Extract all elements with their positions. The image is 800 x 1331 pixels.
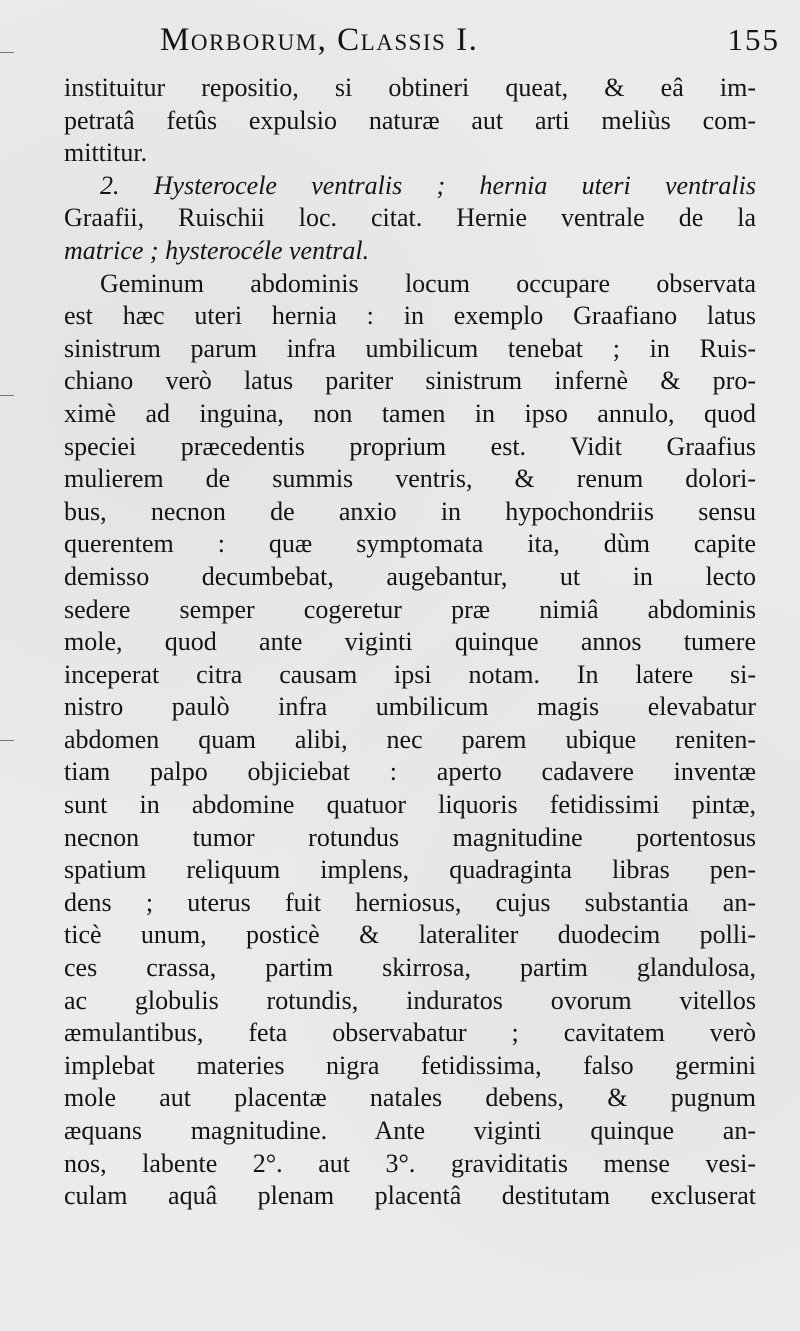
text-line: necnon tumor rotundus magnitudine portentosus — [64, 822, 756, 852]
text-line: culam aquâ plenam placentâ destitutam excluserat — [64, 1181, 756, 1211]
text-line: ximè ad inguina, non tamen in ipso annulo, quod — [64, 398, 756, 428]
text-line: petratâ fetûs expulsio naturæ aut arti meliùs com- — [64, 105, 756, 135]
text-line: demisso decumbebat, augebantur, ut in lecto — [64, 561, 756, 591]
margin-tick — [0, 52, 14, 53]
text-line: speciei præcedentis proprium est. Vidit Graafius — [64, 431, 756, 461]
text-line: instituitur repositio, si obtineri queat, & eâ im- — [64, 73, 756, 102]
text-line: tiam palpo objiciebat : aperto cadavere inventæ — [64, 757, 756, 787]
paragraph-start-line: Geminum abdominis locum occupare observata — [100, 268, 756, 298]
text-line: implebat materies nigra fetidissima, falso germini — [64, 1050, 756, 1080]
text-line: mole, quod ante viginti quinque annos tumere — [64, 627, 756, 657]
margin-tick — [0, 740, 14, 741]
text-line: nistro paulò infra umbilicum magis elevabatur — [64, 692, 756, 722]
text-line: matrice ; hysterocéle ventral. — [64, 235, 370, 265]
text-line: æquans magnitudine. Ante viginti quinque an- — [64, 1116, 756, 1145]
page-number: 155 — [727, 22, 780, 57]
text-line: querentem : quæ symptomata ita, dùm capite — [64, 529, 756, 559]
text-line: mittitur. — [64, 138, 148, 168]
text-line: inceperat citra causam ipsi notam. In latere si- — [64, 659, 756, 689]
text-line: chiano verò latus pariter sinistrum infernè & pro- — [64, 366, 756, 396]
text-line: æmulantibus, feta observabatur ; cavitatem verò — [64, 1018, 756, 1048]
text-line: abdomen quam alibi, nec parem ubique reniten- — [64, 724, 756, 754]
text-line: ac globulis rotundis, induratos ovorum vitellos — [64, 985, 756, 1015]
text-line: est hæc uteri hernia : in exemplo Graafiano latus — [64, 301, 756, 331]
text-line: dens ; uterus fuit herniosus, cujus substantia an- — [64, 887, 756, 917]
text-line: mole aut placentæ natales debens, & pugnum — [64, 1083, 756, 1113]
text-line: spatium reliquum implens, quadraginta libras pen- — [64, 855, 756, 885]
text-line: bus, necnon de anxio in hypochondriis sensu — [64, 496, 756, 526]
running-header — [160, 22, 780, 72]
text-line: sinistrum parum infra umbilicum tenebat ; in Ruis- — [64, 333, 756, 363]
text-line: ces crassa, partim skirrosa, partim glandulosa, — [64, 953, 756, 983]
section-heading-line: 2. Hysterocele ventralis ; hernia uteri ventralis — [100, 170, 756, 200]
text-line: nos, labente 2°. aut 3°. graviditatis mense vesi- — [64, 1148, 756, 1178]
text-line: mulierem de summis ventris, & renum dolori- — [64, 464, 756, 494]
text-line: Graafii, Ruischii loc. citat. Hernie ventrale de la — [64, 203, 756, 233]
running-title: Morborum, Classis I. — [160, 22, 479, 58]
text-line: ticè unum, posticè & lateraliter duodecim polli- — [64, 920, 756, 950]
margin-tick — [0, 395, 14, 396]
body-text — [64, 72, 756, 1213]
text-line: sedere semper cogeretur præ nimiâ abdominis — [64, 594, 756, 624]
text-line: sunt in abdomine quatuor liquoris fetidissimi pintæ, — [64, 790, 756, 820]
